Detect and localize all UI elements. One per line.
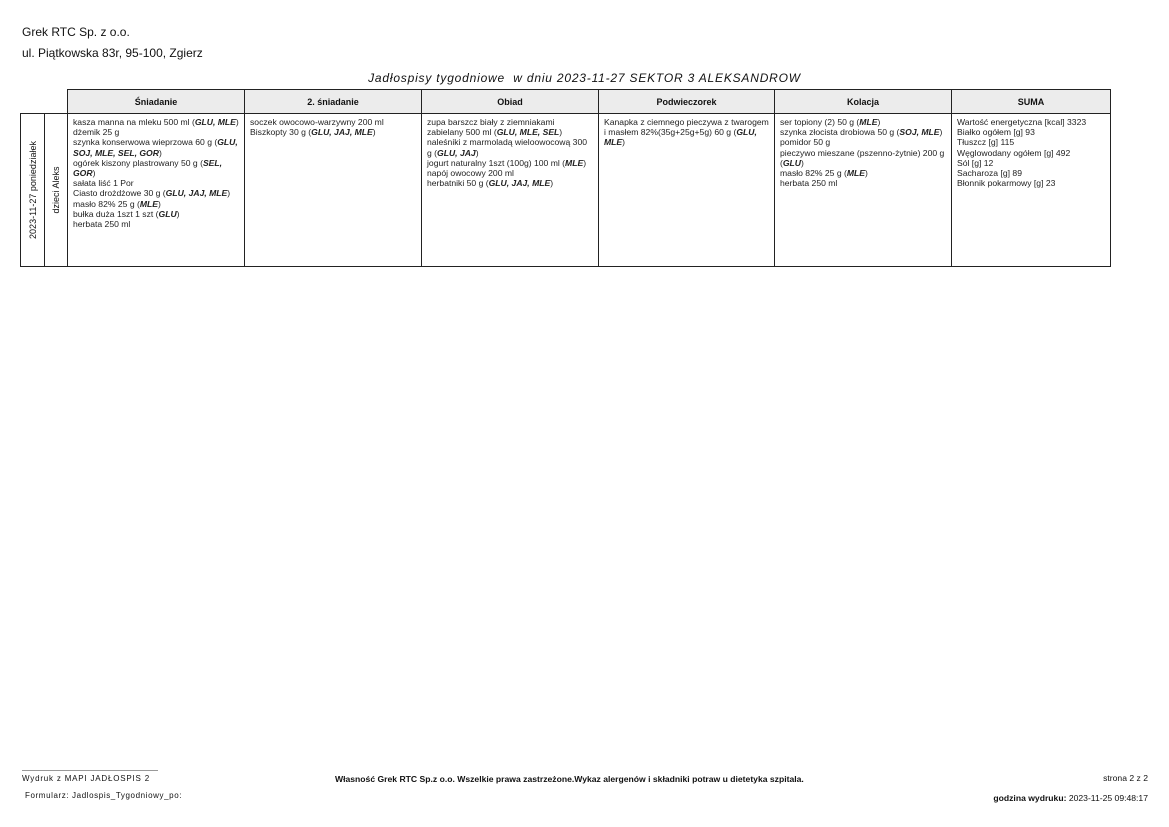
- nutrition-item: [957, 127, 1105, 137]
- allergen-codes: MLE: [846, 168, 866, 179]
- page-number: strona 2 z 2: [1103, 773, 1148, 783]
- item-text: ): [939, 127, 943, 138]
- item-text: naleśniki z marmoladą wieloowocową 300 g (: [427, 137, 588, 158]
- item-text: ): [550, 178, 554, 189]
- footer-copyright: Własność Grek RTC Sp.z o.o. Wszelkie prawa zastrzeżone.Wykaz alergenów i składniki potraw u dietetyka szpitala.: [335, 774, 804, 784]
- meal-cell-suma: [952, 114, 1111, 267]
- nutrition-item: [957, 168, 1105, 178]
- nutrition-item: [957, 178, 1105, 188]
- column-header-obiad: Obiad: [422, 90, 599, 114]
- item-text: Kanapka z ciemnego pieczywa z twarogem i masłem 82%(35g+25g+5g) 60 g (: [604, 117, 769, 138]
- item-text: ): [622, 137, 626, 148]
- allergen-codes: GLU: [782, 157, 802, 168]
- allergen-codes: MLE: [859, 117, 878, 127]
- item-text: szynka złocista drobiowa 50 g (: [780, 127, 900, 138]
- item-text: Ciasto drożdżowe 30 g (: [73, 188, 166, 199]
- item-text: ): [92, 168, 96, 179]
- item-text: dżemik 25 g: [73, 127, 120, 138]
- meal-item: [780, 127, 946, 137]
- meal-item: [427, 178, 593, 188]
- item-text: ): [583, 157, 587, 168]
- meal-cell-podwieczorek: [599, 114, 775, 267]
- meal-item: [780, 178, 946, 188]
- meal-item: [780, 168, 946, 178]
- item-text: masło 82% 25 g (: [780, 168, 847, 179]
- item-text: herbata 250 ml: [73, 219, 131, 230]
- nutrition-item: [957, 148, 1105, 158]
- meal-item: [250, 117, 416, 127]
- item-text: ): [865, 168, 868, 179]
- meal-item: [604, 117, 769, 148]
- footer-divider: [22, 770, 158, 771]
- item-text: ): [227, 188, 231, 199]
- meal-item: [427, 117, 593, 137]
- nutrition-item: [957, 137, 1105, 147]
- meal-item: [73, 117, 239, 127]
- column-header-suma: SUMA: [952, 90, 1111, 114]
- item-text: jogurt naturalny 1szt (100g) 100 ml (: [427, 157, 566, 168]
- item-text: ): [158, 147, 162, 158]
- header-blank: [45, 90, 68, 114]
- column-header-2-sniadanie: 2. śniadanie: [245, 90, 422, 114]
- item-text: ): [877, 117, 881, 127]
- column-header-kolacja: Kolacja: [775, 90, 952, 114]
- item-text: Sacharoza [g] 89: [957, 168, 1022, 179]
- column-header-sniadanie: Śniadanie: [68, 90, 245, 114]
- item-text: napój owocowy 200 ml: [427, 168, 514, 179]
- group-label: dzieci Aleks: [51, 166, 61, 214]
- item-text: bułka duża 1szt 1 szt (: [73, 208, 159, 219]
- allergen-codes: GLU: [158, 208, 177, 219]
- print-time-label: godzina wydruku:: [993, 793, 1067, 803]
- title-part-2: w dniu 2023-11-27 SEKTOR 3 ALEKSANDROW: [513, 71, 801, 85]
- item-text: ): [176, 208, 180, 219]
- meal-item: [250, 127, 416, 137]
- allergen-codes: GLU, JAJ: [437, 147, 476, 158]
- meal-item: [73, 127, 239, 137]
- item-text: ): [475, 147, 479, 158]
- allergen-codes: GLU, JAJ, MLE: [488, 178, 551, 189]
- allergen-codes: GLU, JAJ, MLE: [311, 127, 373, 138]
- item-text: masło 82% 25 g (: [73, 198, 140, 209]
- item-text: Białko ogółem [g] 93: [957, 127, 1035, 138]
- item-text: ): [801, 157, 804, 168]
- allergen-codes: SOJ, MLE: [899, 127, 940, 138]
- item-text: zupa barszcz biały z ziemniakami zabielany 500 ml (: [427, 117, 555, 138]
- item-text: soczek owocowo-warzywny 200 ml: [250, 117, 384, 127]
- item-text: herbata 250 ml: [780, 178, 838, 189]
- meal-item: [73, 137, 239, 157]
- company-header: [22, 22, 203, 64]
- header-blank: [21, 90, 45, 114]
- footer-source: Wydruk z MAPI JADŁOSPIS 2: [22, 774, 150, 783]
- meal-item: [780, 137, 946, 147]
- company-name: Grek RTC Sp. z o.o.: [22, 25, 130, 39]
- allergen-codes: GLU, SOJ, MLE, SEL, GOR: [73, 137, 238, 158]
- print-time: [993, 793, 1148, 803]
- item-text: Tłuszcz [g] 115: [957, 137, 1015, 148]
- allergen-codes: GLU, JAJ, MLE: [165, 188, 228, 199]
- item-text: ): [235, 117, 239, 127]
- item-text: Błonnik pokarmowy [g] 23: [957, 178, 1056, 189]
- item-text: ser topiony (2) 50 g (: [780, 117, 860, 127]
- date-cell: [21, 114, 45, 267]
- group-cell: [45, 114, 68, 267]
- meal-item: [780, 117, 946, 127]
- item-text: Wartość energetyczna [kcal] 3323: [957, 117, 1087, 127]
- meal-item: [73, 219, 239, 229]
- item-text: ogórek kiszony plastrowany 50 g (: [73, 157, 203, 168]
- meal-item: [73, 178, 239, 188]
- item-text: Sól [g] 12: [957, 157, 994, 168]
- menu-table: [20, 89, 1111, 267]
- meal-item: [73, 188, 239, 198]
- item-text: kasza manna na mleku 500 ml (: [73, 117, 195, 127]
- meal-cell-kolacja: [775, 114, 952, 267]
- print-time-value: 2023-11-25 09:48:17: [1068, 793, 1148, 803]
- title-part-1: Jadłospisy tygodniowe: [368, 71, 505, 85]
- header-row: [21, 90, 1111, 114]
- column-header-podwieczorek: Podwieczorek: [599, 90, 775, 114]
- allergen-codes: MLE: [139, 198, 159, 209]
- meal-item: [73, 199, 239, 209]
- document-title: [0, 71, 1169, 85]
- table-row: [21, 114, 1111, 267]
- company-address: ul. Piątkowska 83r, 95-100, Zgierz: [22, 46, 203, 60]
- meal-item: [780, 148, 946, 168]
- meal-item: [427, 168, 593, 178]
- meal-cell-sniadanie: [68, 114, 245, 267]
- item-text: ): [559, 127, 563, 138]
- meal-item: [427, 137, 593, 157]
- item-text: Węglowodany ogółem [g] 492: [957, 147, 1071, 158]
- item-text: pieczywo mieszane (pszenno-żytnie) 200 g (: [780, 147, 945, 168]
- item-text: pomidor 50 g: [780, 137, 831, 148]
- item-text: szynka konserwowa wieprzowa 60 g (: [73, 137, 218, 148]
- meal-cell-2-sniadanie: [245, 114, 422, 267]
- item-text: Biszkopty 30 g (: [250, 127, 312, 138]
- item-text: herbatniki 50 g (: [427, 178, 489, 189]
- item-text: sałata liść 1 Por: [73, 178, 134, 189]
- meal-item: [73, 158, 239, 178]
- meal-item: [73, 209, 239, 219]
- date-label: 2023-11-27 poniedziałek: [27, 141, 38, 239]
- nutrition-item: [957, 117, 1105, 127]
- meal-item: [427, 158, 593, 168]
- nutrition-item: [957, 158, 1105, 168]
- allergen-codes: GLU, MLE: [604, 127, 757, 148]
- allergen-codes: MLE: [565, 157, 584, 168]
- footer-form-name: Formularz: Jadlospis_Tygodniowy_po:: [25, 791, 183, 800]
- item-text: ): [158, 198, 161, 209]
- meal-cell-obiad: [422, 114, 599, 267]
- allergen-codes: GLU, MLE, SEL: [496, 127, 560, 138]
- allergen-codes: GLU, MLE: [194, 117, 236, 127]
- item-text: ): [372, 127, 376, 138]
- allergen-codes: SEL, GOR: [73, 157, 223, 179]
